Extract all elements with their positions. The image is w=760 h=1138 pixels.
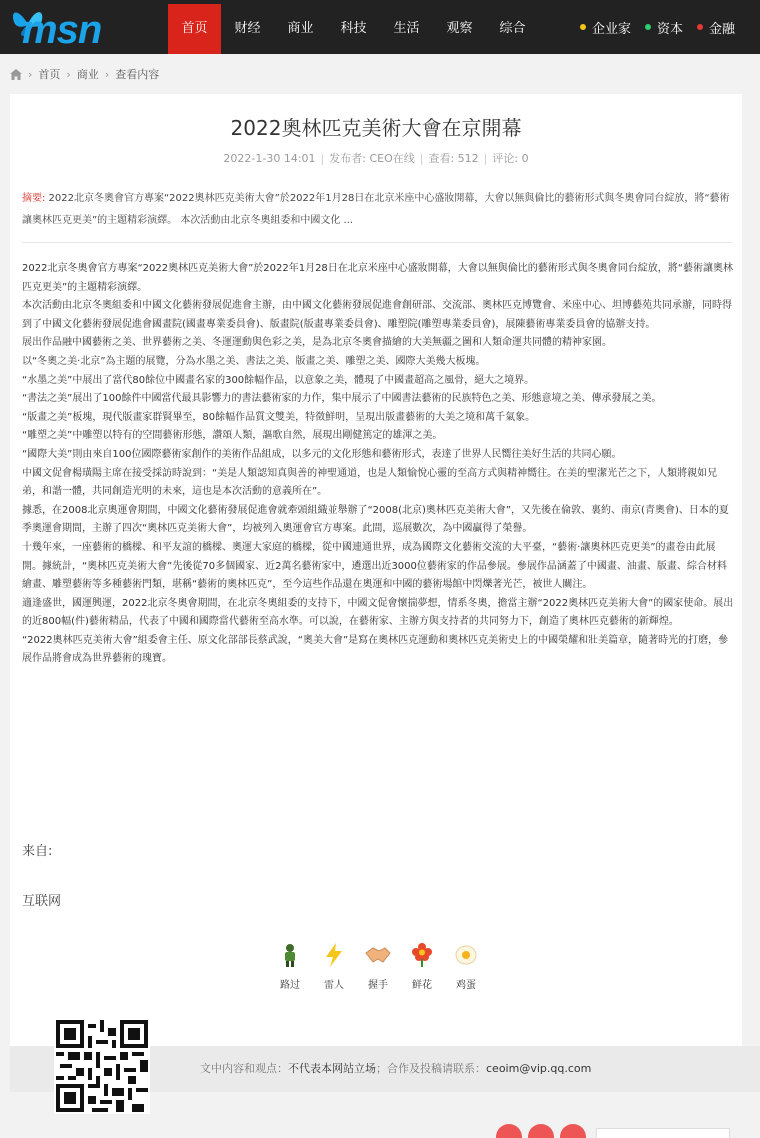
nav-item-business[interactable]: 商业 (287, 21, 314, 36)
link-finance[interactable] (697, 18, 735, 37)
link-capital[interactable] (645, 18, 683, 37)
yellow-dot-icon (580, 24, 586, 30)
site-logo[interactable] (8, 2, 118, 52)
breadcrumb-separator: › (66, 67, 71, 81)
breadcrumb-home[interactable]: 首页 (38, 68, 61, 81)
reaction-egg[interactable] (448, 942, 484, 991)
article-card (10, 94, 742, 1046)
share-icon[interactable] (528, 1124, 554, 1138)
paragraph: 2022北京冬奧會官方專案“2022奧林匹克美術大會”於2022年1月28日在北京米座中心盛妝開幕，大會以無與倫比的藝術形式與冬奧會同台綻放，將“藝術讓奧林匹克更美”的主題精彩演繹。 (22, 263, 733, 293)
reaction-handshake[interactable] (360, 942, 396, 991)
bottom-input-box[interactable] (596, 1128, 730, 1138)
reaction-pass-by[interactable] (272, 942, 308, 991)
breadcrumb-separator: › (28, 67, 33, 81)
breadcrumb (10, 64, 159, 84)
main-nav (168, 4, 539, 54)
nav-item-home[interactable]: 首页 (168, 4, 221, 54)
breadcrumb-business[interactable]: 商业 (76, 68, 99, 81)
abstract-text: 2022北京冬奧會官方專案“2022奧林匹克美術大會”於2022年1月28日在北京米座中心盛妝開幕，大會以無與倫比的藝術形式與冬奧會同台綻放，將“藝術讓奧林匹克更美”的主題精彩演繹。 本次活動由北京冬奧組委和中國文化 ... (22, 193, 730, 226)
article-date: 2022-1-30 14:01 (223, 152, 316, 165)
divider (22, 242, 732, 243)
article-title: 2022奧林匹克美術大會在京開幕 (230, 116, 522, 140)
link-entrepreneur-label: 企业家 (592, 21, 632, 37)
nav-item-observe[interactable]: 观察 (446, 21, 473, 36)
article-abstract (22, 188, 732, 232)
link-entrepreneur[interactable] (580, 18, 631, 37)
paragraph: 適逢盛世，國運興運，2022北京冬奧會期間，在北京冬奧組委的支持下，中國文促會懷揣夢想，情系冬奧，擔當主辦“2022奧林匹克美術大會”的國家使命。展出的近800幅(件)藝術精品，代表了中國和國際當代藝術至高水準。可以說，在藝術家、主辦方與支持者的共同努力下，創造了奧林匹克藝術的新輝煌。 (22, 597, 734, 628)
logo-text: msn (22, 8, 102, 52)
breadcrumb-current: 查看内容 (115, 68, 160, 81)
paragraph: 本次活動由北京冬奧組委和中國文化藝術發展促進會主辦，由中國文化藝術發展促進會創研部、交流部、奧林匹克博覽會、米座中心、坦博藝苑共同承辦，同時得到了中國文化藝術發展促進會國畫院(國畫專業委員會)、版畫院(版畫專業委員會)、雕塑院(雕塑專業委員會)，展陳藝術專業委員會的協辦支持。 (22, 300, 732, 330)
article-comments[interactable]: 评论: 0 (492, 152, 529, 165)
reaction-label: 握手 (368, 980, 388, 991)
article-publisher[interactable]: 发布者: CEO在线 (329, 152, 415, 165)
paragraph: 以“冬奧之美·北京”為主題的展覽，分為水墨之美、書法之美、版畫之美、雕塑之美、國際大美幾大板塊。 (22, 355, 486, 367)
article-views: 查看: 512 (428, 152, 479, 165)
article-body (22, 260, 734, 669)
nav-item-life[interactable]: 生活 (393, 21, 420, 36)
green-dot-icon (645, 24, 651, 30)
red-dot-icon (697, 24, 703, 30)
nav-item-finance[interactable]: 财经 (234, 21, 261, 36)
soldier-icon (277, 942, 303, 968)
paragraph: 中國文促會楊璜陽主席在接受採訪時說到：“美是人類認知真與善的神聖通道，也是人類愉悅心靈的至高方式與精神嚮往。在美的聖潔光芒之下，人類將親如兄弟，和諧一體，共同創造光明的未來，這也是本次活動的意義所在”。 (22, 467, 718, 498)
breadcrumb-separator: › (104, 67, 110, 81)
paragraph: 十幾年來，一座藝術的橋樑、和平友誼的橋樑、奧運大家庭的橋樑，從中國連通世界，成為國際文化藝術交流的大平臺，“藝術·讓奧林匹克更美”的畫卷由此展開。據統計，“奧林匹克美術大會”先後從70多個國家、近2萬名藝術家中，遴選出近3000位藝術家的作品參展。參展作品涵蓋了中國畫、油畫、版畫、綜合材料繪畫、雕塑藝術等多種藝術門類，堪稱“藝術的奧林匹克”，至今這些作品還在奧運和中國的藝術場館中閃爍著光芒，被世人關注。 (22, 541, 727, 591)
egg-icon (453, 942, 479, 968)
footer-email[interactable]: ceoim@vip.qq.com (486, 1062, 592, 1075)
nav-item-general[interactable]: 综合 (499, 21, 526, 36)
link-capital-label: 资本 (657, 21, 684, 37)
abstract-label: 摘要: (22, 193, 46, 204)
footer-disclaimer (200, 1060, 591, 1076)
top-right-links (580, 0, 735, 54)
reaction-bar (272, 942, 484, 991)
paragraph: “國際大美”則由來自100位國際藝術家創作的美術作品組成，以多元的文化形態和藝術形式，表達了世界人民嚮往美好生活的共同心願。 (22, 448, 622, 460)
paragraph: “書法之美”展出了100餘件中國當代最具影響力的書法藝術家的力作，集中展示了中國書法藝術的民族特色之美、形態意境之美、傳承發展之美。 (22, 393, 662, 405)
paragraph: “版畫之美”板塊，現代版畫家群賢畢至，80餘幅作品質文雙美，特徵鮮明，呈現出版畫藝術的大美之境和萬千氣象。 (22, 411, 536, 423)
lightning-icon (321, 942, 347, 968)
footer-suffix: ；合作及投稿请联系： (376, 1062, 486, 1075)
link-finance-label: 金融 (709, 21, 736, 37)
reaction-shocking[interactable] (316, 942, 352, 991)
handshake-icon (365, 942, 391, 968)
reaction-flower[interactable] (404, 942, 440, 991)
source-label: 来自: (22, 844, 53, 859)
paragraph: 據悉，在2008北京奧運會期間，中國文化藝術發展促進會就牽頭組織並舉辦了“2008(北京)奧林匹克美術大會”，又先後在倫敦、裏約、南京(青奧會)、日本的夏季奧運會期間，主辦了四次“奧林匹克美術大會”，均被列入奧運會官方專案。此間，巡展數次，為中國贏得了榮譽。 (22, 504, 729, 535)
footer-strong: 不代表本网站立场 (288, 1062, 376, 1075)
article-meta: 2022-1-30 14:01 | 发布者: CEO在线 | 查看: 512 | 评论: 0 (223, 152, 529, 165)
share-buttons (496, 1124, 586, 1138)
nav-item-tech[interactable]: 科技 (340, 21, 367, 36)
paragraph: 展出作品融中國藝術之美、世界藝術之美、冬運運動與色彩之美，是為北京冬奧會描繪的大美無疆之圖和人類命運共同體的精神家園。 (22, 337, 612, 349)
reaction-label: 鸡蛋 (456, 980, 476, 991)
source-value: 互联网 (22, 894, 62, 909)
share-icon[interactable] (560, 1124, 586, 1138)
paragraph: “雕塑之美”中雕塑以特有的空間藝術形態，讚頌人類，謳歌自然，展現出剛健篤定的雄渾之美。 (22, 430, 443, 442)
share-icon[interactable] (496, 1124, 522, 1138)
home-icon[interactable] (10, 69, 22, 80)
flower-icon (409, 942, 435, 968)
reaction-label: 雷人 (324, 980, 344, 991)
qr-code (54, 1018, 150, 1114)
paragraph: “2022奧林匹克美術大會”組委會主任、原文化部部長蔡武說，“奧美大會”是寫在奧林匹克運動和奧林匹克美術史上的中國榮耀和壯美篇章，隨著時光的打磨，參展作品將會成為世界藝術的瑰寶。 (22, 634, 729, 665)
footer-prefix: 文中内容和观点： (200, 1062, 288, 1075)
reaction-label: 路过 (280, 980, 300, 991)
paragraph: “水墨之美”中展出了當代80餘位中國畫名家的300餘幅作品，以意象之美，體現了中國畫超高之風骨，絕大之境界。 (22, 374, 535, 386)
reaction-label: 鲜花 (412, 980, 432, 991)
top-navigation-bar (0, 0, 760, 54)
